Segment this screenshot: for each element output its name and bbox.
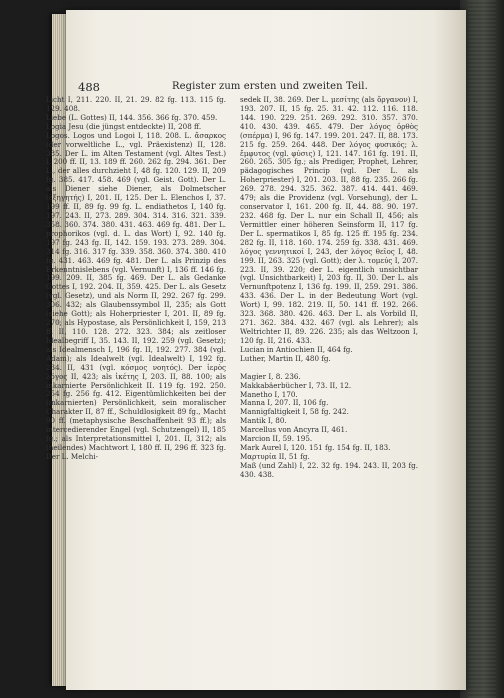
index-entry: sedek II, 38. 269. Der L. μεσίτης (als ὄργανον) I, 193. 207. II, 15 fg. 25. 31. 42. 112. 116. 118. 144. 190. 229. 251. 269. 292. 310. 357. 370. 410. 430. 439. 465. 479. Der λόγος ὀρθὸς (σπέρμα) I, 96 fg. 147. 199. 201. 247. II, 88. 173. 215 fg. 259. 264. 448. Der λόγος φυσικός; λ. ἔμφυτος (vgl. φύσις) I, 121. 147. 161 fg. 191. II, 260. 265. 305 fg.; als Prediger, Prophet, Lehrer, pädagogisches Princip (vgl. Der L. als Hoherpriester) I, 201. 203. II, 88 fg. 235. 266 fg. 269. 278. 294. 325. 362. 387. 414. 441. 469. 479; als die Providenz (vgl. Vorsehung), der L. conservator I, 161. 200 fg. II, 44. 88. 90. 197. 232. 468 fg. Der L. nur ein Schall II, 456; als Vermittler einer höheren Seinsform II, 117 fg. Der L. spermatikos I, 85 fg. 125 ff. 195 fg. 234. 282 fg. II, 118. 160. 174. 259 fg. 338. 431. 469. λόγος γεννητικοί I, 243, der λόγος θεῖος I, 48. 199. II, 263. 325 (vgl. Gott); der λ. τομεύς I, 207. 223. II, 39. 220; der L. eigentlich unsichtbar (vgl. Unsichtbarkeit) I, 203 fg. II, 30. Der L. als Vernunftpotenz I, 136 fg. 199. II, 259. 291. 386. 433. 436. Der L. in der Bedeutung Wort (vgl. Wort) I, 99. 182. 219. II, 50. 141 ff. 192. 266. 323. 368. 380. 426. 463. Der L. als Vorbild II, 271. 362. 384. 432. 467 (vgl. als Lehrer); als Weltrichter II, 89. 226. 235; als das Weltzoon I, 120 fg. II, 216. 433. (240, 95, 418, 345)
index-entry: Mark Aurel I, 120. 151 fg. 154 fg. II, 183. (240, 443, 391, 453)
index-entry: Μαρτυρία II, 51 fg. (240, 451, 310, 461)
index-entry: Licht I, 211. 220. II, 21. 29. 82 fg. 113. 115 fg. 129. 408. (46, 95, 226, 113)
index-entry: Manna I, 207. II, 106 fg. (240, 398, 329, 408)
index-entry: Logia Jesu (die jüngst entdeckte) II, 208 ff. (46, 121, 202, 131)
index-entry: Luther, Martin II, 480 fg. (240, 353, 331, 363)
book-binding (460, 0, 504, 698)
index-entry: Marcion II, 59. 195. (240, 434, 313, 444)
index-entry: Mannigfaltigkeit I, 58 fg. 242. (240, 407, 349, 417)
page-number: 488 (78, 80, 100, 94)
page-header (78, 80, 450, 96)
index-entry: Manetho I, 170. (240, 389, 298, 399)
index-entry: Makkabäerbücher I, 73. II, 12. (240, 380, 352, 390)
index-entry: Marcellus von Ancyra II, 461. (240, 425, 348, 435)
index-column-left (46, 96, 226, 462)
index-entry: Liebe (L. Gottes) II, 144. 356. 366 fg. 370. 459. (46, 112, 218, 122)
index-column-right (240, 96, 418, 480)
index-entry: Mantik I, 80. (240, 416, 287, 426)
index-entry: Magier I, 8. 236. (240, 371, 301, 381)
index-entry: Logos. Logos und Logoi I, 118. 208. L. ἄσαρκος (der vorweltliche L., vgl. Präexistenz) II, 128. 385. Der L. im Alten Testament (vgl. Altes Test.) I, 200 ff. II, 13. 189 ff. 260. 262 fg. 294. 361. Der L., der alles durchzieht I, 48 fg. 120. 129. II, 209 fg. 385. 417. 458. 469 (vgl. Geist. Gott). Der L. als Diener siehe Diener, als Dolmetscher (ἐξηγητής) I, 201. II, 125. Der L. Elenchos I, 37. 199 ff. II, 89 fg. 99 fg. L. endiathetos I, 140 fg. 197. 243. II, 273. 289. 304. 314. 316. 321. 339. 358. 360. 374. 380. 431. 463. 469 fg. 481. Der L. prophorikos (vgl. d. L. das Wort) I, 92. 140 fg. 197 fg. 243 fg. II, 142. 159. 193. 273. 289. 304. 314 fg. 316. 317 fg. 339. 358. 360. 374. 380. 410 fg. 431. 463. 469 fg. 481. Der L. als Prinzip des Erkenntnislebens (vgl. Vernunft) I, 136 ff. 146 fg. 199. 209. II, 385 fg. 469. Der L. als Gedanke Gottes I, 192. 204. II, 359. 425. Der L. als Gesetz (vgl. Gesetz), und als Norm II, 292. 267 fg. 299. 306. 432; als Glaubenssymbol II, 235; als Gott (siehe Gott); als Hoherpriester I, 201. II, 89 fg. 270; als Hypostase, als Persönlichkeit I, 159, 213 ff. II, 110. 128. 272. 323. 384; als zeitloser Idealbegriff I, 35. 143. II, 192. 259 (vgl. Gesetz); als Idealmensch I, 196 fg. II, 192. 277. 384 (vgl. Adam); als Idealwelt (vgl. Idealwelt) I, 192 fg. 234. II, 431 (vgl. κόσμος νοητός). Der ἱερὸς λόγος II, 423; als ἱκέτης I, 203. II, 88. 100; als inkarnierte Persönlichkeit II. 119 fg. 192. 250. 254 fg. 256 fg. 412. Eigentümlichkeiten bei der (inkarnierten) Persönlichkeit, sein moralischer Charakter II, 87 ff., Schuldlosigkeit 89 fg., Macht 90 ff. (metaphysische Beschaffenheit 93 ff.); als intercedierender Engel (vgl. Schutzengel) II, 185 fg.; als Interpretationsmittel I, 201. II, 312; als (heilendes) Machtwort I, 180 ff. II, 296 ff. 323 fg. Der L. Melchi- (46, 130, 226, 461)
index-entry: Maß (und Zahl) I, 22. 32 fg. 194. 243. II, 203 fg. 430. 438. (240, 460, 418, 479)
index-entry: Lucian in Antiochien II, 464 fg. (240, 344, 353, 354)
running-title: Register zum ersten und zweiten Teil. (172, 81, 368, 92)
